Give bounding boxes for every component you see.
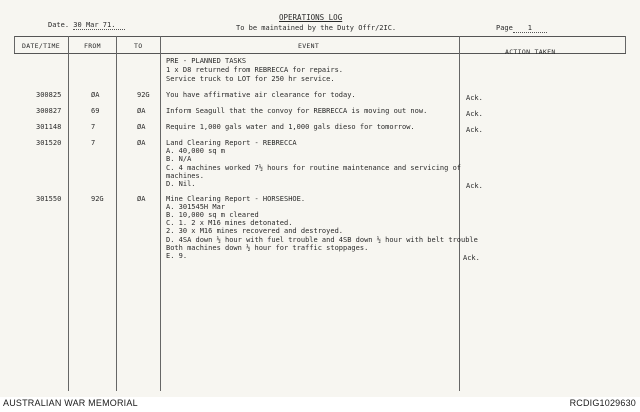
entry-from: 7 (91, 139, 96, 147)
entry-event-line: A. 40,000 sq m (166, 147, 226, 155)
footer-catalogue-id: RCDIG1029630 (569, 398, 636, 408)
entry-from: ØA (91, 91, 100, 99)
log-subtitle: To be maintained by the Duty Offr/2IC. (236, 24, 397, 32)
column-header-action: ACTION TAKEN (505, 48, 556, 56)
preamble-heading: PRE - PLANNED TASKS (166, 57, 247, 65)
entry-action: Ack. (466, 94, 483, 102)
entry-datetime: 301520 (36, 139, 62, 147)
entry-from: 7 (91, 123, 96, 131)
table-top-rule (14, 36, 626, 37)
entry-event-line: C. 1. 2 x M16 mines detonated. (166, 219, 293, 227)
entry-event-line: Mine Clearing Report - HORSESHOE. (166, 195, 306, 203)
table-right-rule (625, 36, 626, 53)
entry-event-line: B. 10,000 sq m cleared (166, 211, 259, 219)
entry-event-line: E. 9. (166, 252, 188, 260)
entry-event-line: D. 4SA down ½ hour with fuel trouble and 4SB down ½ hour with belt trouble (166, 236, 478, 244)
date-field (48, 21, 125, 30)
entry-datetime: 301550 (36, 195, 62, 203)
entry-datetime: 301148 (36, 123, 62, 131)
entry-event-line: Land Clearing Report - REBRECCA (166, 139, 297, 147)
date-value: 30 Mar 71. (73, 21, 125, 30)
entry-action: Ack. (466, 110, 483, 118)
column-divider (116, 36, 117, 391)
entry-datetime: 300827 (36, 107, 62, 115)
entry-event-line: Both machines down ½ hour for traffic stoppages. (166, 244, 369, 252)
column-divider (459, 36, 460, 391)
column-divider (68, 36, 69, 391)
entry-to: ØA (137, 123, 146, 131)
preamble-line: 1 x D8 returned from REBRECCA for repairs. (166, 66, 344, 74)
preamble-line: Service truck to LOT for 250 hr service. (166, 75, 335, 83)
column-header-to: TO (134, 42, 143, 50)
entry-event-line: 2. 30 x M16 mines recovered and destroyed. (166, 227, 344, 235)
entry-to: ØA (137, 139, 146, 147)
log-title: OPERATIONS LOG (279, 13, 343, 22)
entry-to: ØA (137, 195, 146, 203)
entry-event-line: D. Nil. (166, 180, 196, 188)
entry-datetime: 300825 (36, 91, 62, 99)
footer-credit: AUSTRALIAN WAR MEMORIAL (3, 398, 138, 408)
entry-event-line: You have affirmative air clearance for today. (166, 91, 356, 99)
table-left-rule (14, 36, 15, 53)
entry-event-line: machines. (166, 172, 204, 180)
column-divider (160, 36, 161, 391)
entry-to: ØA (137, 107, 146, 115)
entry-event-line: Require 1,000 gals water and 1,000 gals dieso for tomorrow. (166, 123, 415, 131)
column-header-datetime: DATE/TIME (22, 42, 60, 50)
entry-event-line: C. 4 machines worked 7½ hours for routine maintenance and servicing of (166, 164, 462, 172)
entry-from: 69 (91, 107, 100, 115)
entry-action: Ack. (466, 126, 483, 134)
entry-event-line: A. 301545H Mar (166, 203, 226, 211)
entry-from: 92G (91, 195, 104, 203)
entry-to: 92G (137, 91, 150, 99)
page-number: 1 (513, 24, 547, 33)
column-header-event: EVENT (298, 42, 320, 50)
entry-action: Ack. (463, 254, 480, 262)
entry-action: Ack. (466, 182, 483, 190)
page-field (496, 24, 547, 33)
column-header-from: FROM (84, 42, 101, 50)
entry-event-line: Inform Seagull that the convoy for REBRECCA is moving out now. (166, 107, 428, 115)
page-label: Page (496, 24, 513, 32)
entry-event-line: B. N/A (166, 155, 192, 163)
date-label: Date. (48, 21, 70, 29)
